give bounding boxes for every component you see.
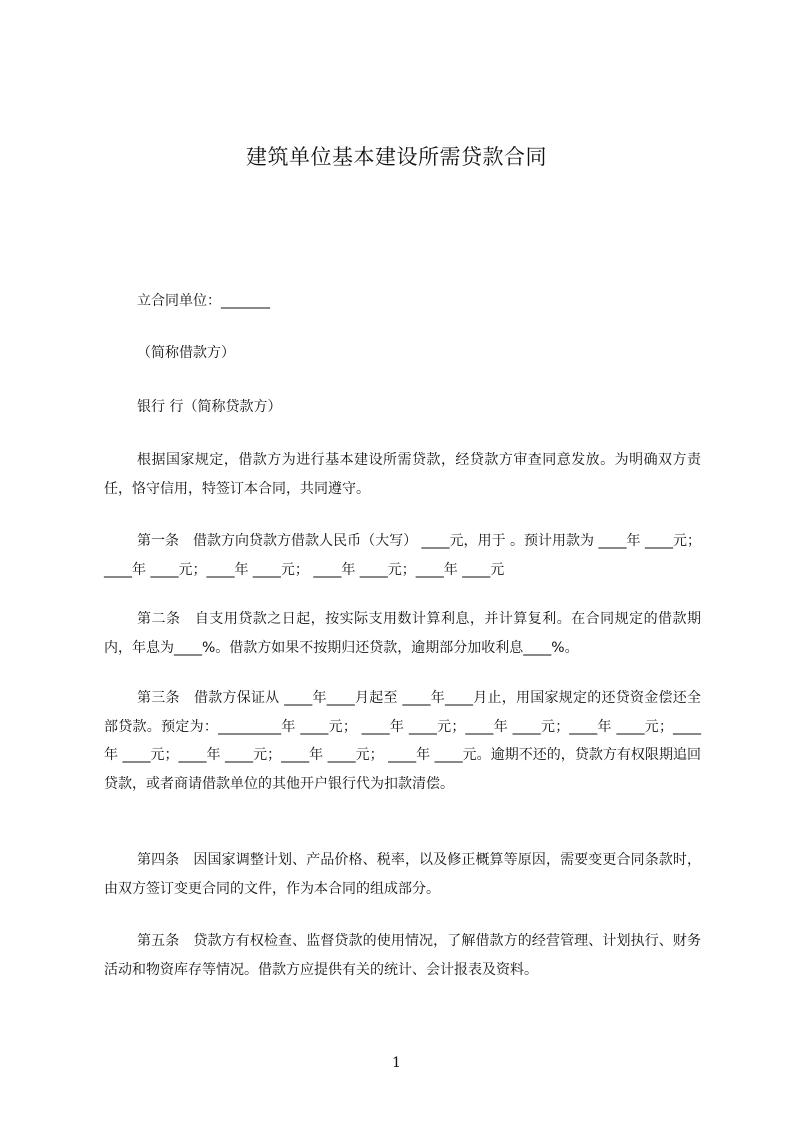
- paragraph-preamble: 根据国家规定，借款方为进行基本建设所需贷款，经贷款方审查同意发放。为明确双方责任，恪守信用，特签订本合同，共同遵守。: [104, 452, 701, 497]
- paragraph-article-1: 第一条 借款方向贷款方借款人民币（大写） ____元，用于 。预计用款为 ____年 ____元；____年 ____元；____年 ____元； ____年 ____元；____年 ____元: [104, 533, 701, 578]
- paragraph-article-4: 第四条 因国家调整计划、产品价格、税率，以及修正概算等原因，需要变更合同条款时，由双方签订变更合同的文件，作为本合同的组成部分。: [104, 852, 701, 897]
- paragraph-article-5: 第五条 贷款方有权检查、监督贷款的使用情况，了解借款方的经营管理、计划执行、财务活动和物资库存等情况。借款方应提供有关的统计、会计报表及资料。: [104, 933, 701, 978]
- paragraph-article-2: 第二条 自支用贷款之日起，按实际支用数计算利息，并计算复利。在合同规定的借款期内，年息为____%。借款方如果不按期归还贷款，逾期部分加收利息____%。: [104, 611, 701, 656]
- paragraph-lender-bank: 银行 行（简称贷款方）: [137, 399, 282, 415]
- document-title: 建筑单位基本建设所需贷款合同: [246, 145, 547, 169]
- paragraph-contracting-unit: 立合同单位：_______: [137, 293, 270, 309]
- paragraph-borrower-abbrev: （简称借款方）: [137, 345, 235, 361]
- page-number: 1: [392, 1055, 401, 1071]
- paragraph-article-3: 第三条 借款方保证从 ____年____月起至 ____年____月止，用国家规定的还贷资金偿还全部贷款。预定为：_________年 ____元； ____年 ____元；____年 ____元；____年 ____元；____年 ____元；____年 ____元；____年 ____元； ____年 ____元。逾期不还的，贷款方有权限期追回贷款，或者商请借款单位的其他开户银行代为扣款清偿。: [104, 690, 701, 792]
